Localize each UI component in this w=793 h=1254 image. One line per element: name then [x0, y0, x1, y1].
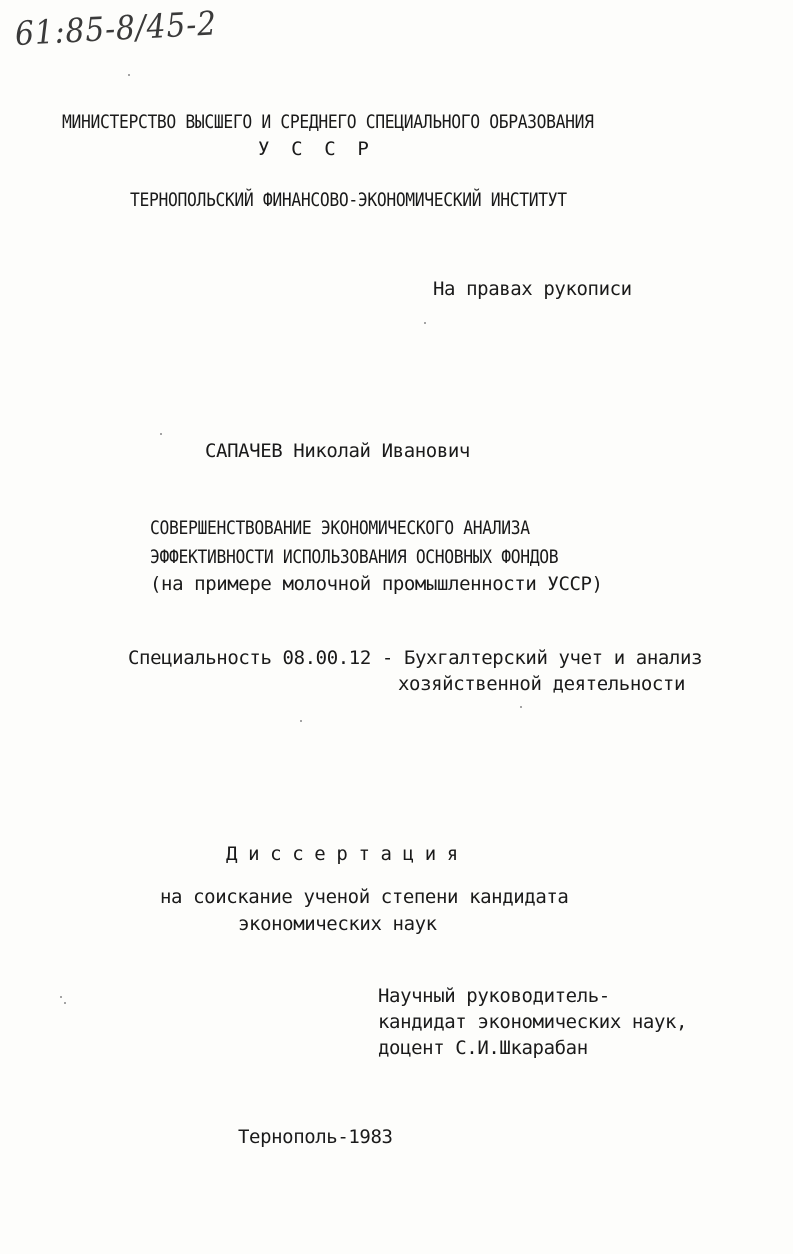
supervisor-line-2: кандидат экономических наук, [378, 1011, 688, 1033]
author-name: САПАЧЕВ Николай Иванович [205, 440, 470, 462]
ministry-line: МИНИСТЕРСТВО ВЫСШЕГО И СРЕДНЕГО СПЕЦИАЛЬНОГО ОБРАЗОВАНИЯ [62, 111, 594, 133]
republic-line: У С С Р [258, 138, 369, 160]
title-line-1: СОВЕРШЕНСТВОВАНИЕ ЭКОНОМИЧЕСКОГО АНАЛИЗА [150, 517, 530, 539]
institute-line: ТЕРНОПОЛЬСКИЙ ФИНАНСОВО-ЭКОНОМИЧЕСКИЙ ИНСТИТУТ [130, 189, 567, 211]
dissertation-line-2: экономических наук [238, 913, 437, 935]
title-line-2: ЭФФЕКТИВНОСТИ ИСПОЛЬЗОВАНИЯ ОСНОВНЫХ ФОНДОВ [150, 546, 559, 568]
scan-speck [64, 1002, 66, 1004]
dissertation-heading: Д и с с е р т а ц и я [226, 843, 458, 865]
specialty-line-1: Специальность 08.00.12 - Бухгалтерский учет и анализ [128, 647, 703, 669]
place-and-year: Тернополь-1983 [238, 1126, 393, 1148]
supervisor-line-3: доцент С.И.Шкарабан [378, 1037, 588, 1059]
scan-speck [128, 74, 130, 76]
supervisor-line-1: Научный руководитель- [378, 985, 610, 1007]
scan-speck [424, 322, 426, 324]
specialty-line-2: хозяйственной деятельности [398, 673, 686, 695]
dissertation-line-1: на соискание ученой степени кандидата [160, 886, 569, 908]
scan-speck [60, 996, 62, 998]
manuscript-rights: На правах рукописи [433, 278, 632, 300]
title-line-3: (на примере молочной промышленности УССР) [150, 573, 603, 595]
handwritten-catalog-note: 61:85-8/45-2 [14, 3, 218, 53]
scan-speck [300, 720, 302, 722]
scan-speck [520, 706, 522, 708]
scan-speck [160, 433, 162, 435]
